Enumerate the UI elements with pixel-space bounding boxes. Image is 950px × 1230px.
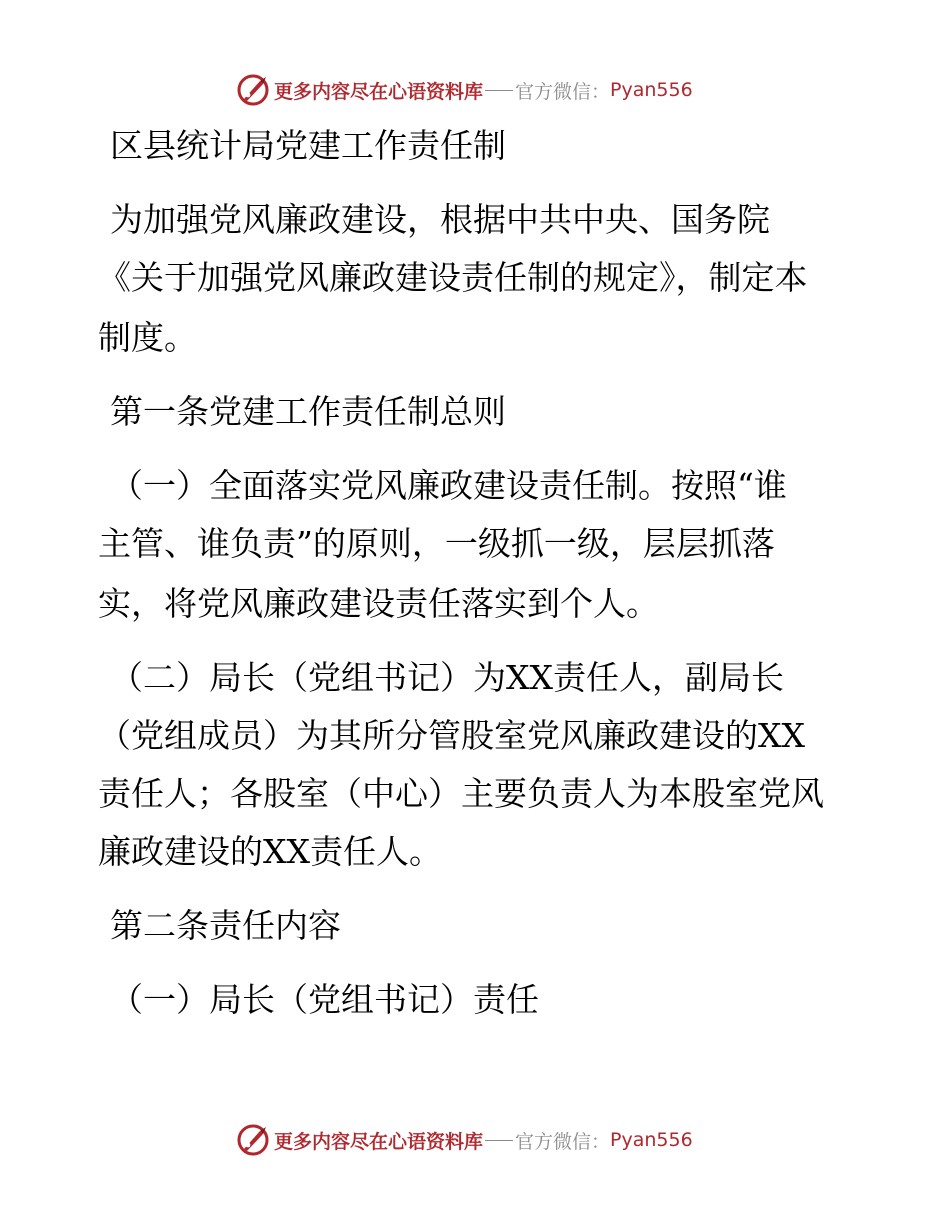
article1-item2-line-1: （二）局长（党组书记）为XX责任人，副局长 <box>110 658 784 697</box>
watermark-footer <box>236 1122 693 1158</box>
watermark-secondary-text: 官方微信： <box>515 80 611 103</box>
article1-item2-line-2: （党组成员）为其所分管股室党风廉政建设的XX <box>98 716 805 755</box>
intro-line-3: 制度。 <box>98 318 197 357</box>
article1-item1-line-1: （一）全面落实党风廉政建设责任制。按照“谁 <box>110 466 787 505</box>
article1-item1-line-2: 主管、谁负责”的原则，一级抓一级，层层抓落 <box>98 524 775 563</box>
article1-item1-line-3: 实，将党风廉政建设责任落实到个人。 <box>98 584 659 623</box>
watermark-dash <box>485 90 513 91</box>
watermark-account-id: Pyan556 <box>610 1129 693 1151</box>
watermark-secondary-text: 官方微信： <box>515 1130 611 1153</box>
article1-item2-line-3: 责任人；各股室（中心）主要负责人为本股室党风 <box>98 774 824 813</box>
document-title: 区县统计局党建工作责任制 <box>110 126 506 165</box>
watermark-dash <box>485 1140 513 1141</box>
watermark-header <box>236 72 693 108</box>
intro-line-1: 为加强党风廉政建设，根据中共中央、国务院 <box>110 200 770 239</box>
article2-heading: 第二条责任内容 <box>110 906 341 945</box>
watermark-main-text: 更多内容尽在心语资料库 <box>274 1130 484 1153</box>
article1-item2-line-4: 廉政建设的XX责任人。 <box>98 832 442 871</box>
watermark-account-id: Pyan556 <box>610 79 693 101</box>
quill-pen-logo-icon <box>236 73 270 107</box>
watermark-main-text: 更多内容尽在心语资料库 <box>274 80 484 103</box>
intro-line-2: 《关于加强党风廉政建设责任制的规定》，制定本 <box>98 258 808 297</box>
quill-pen-logo-icon <box>236 1123 270 1157</box>
article2-item1: （一）局长（党组书记）责任 <box>110 980 539 1019</box>
article1-heading: 第一条党建工作责任制总则 <box>110 392 506 431</box>
